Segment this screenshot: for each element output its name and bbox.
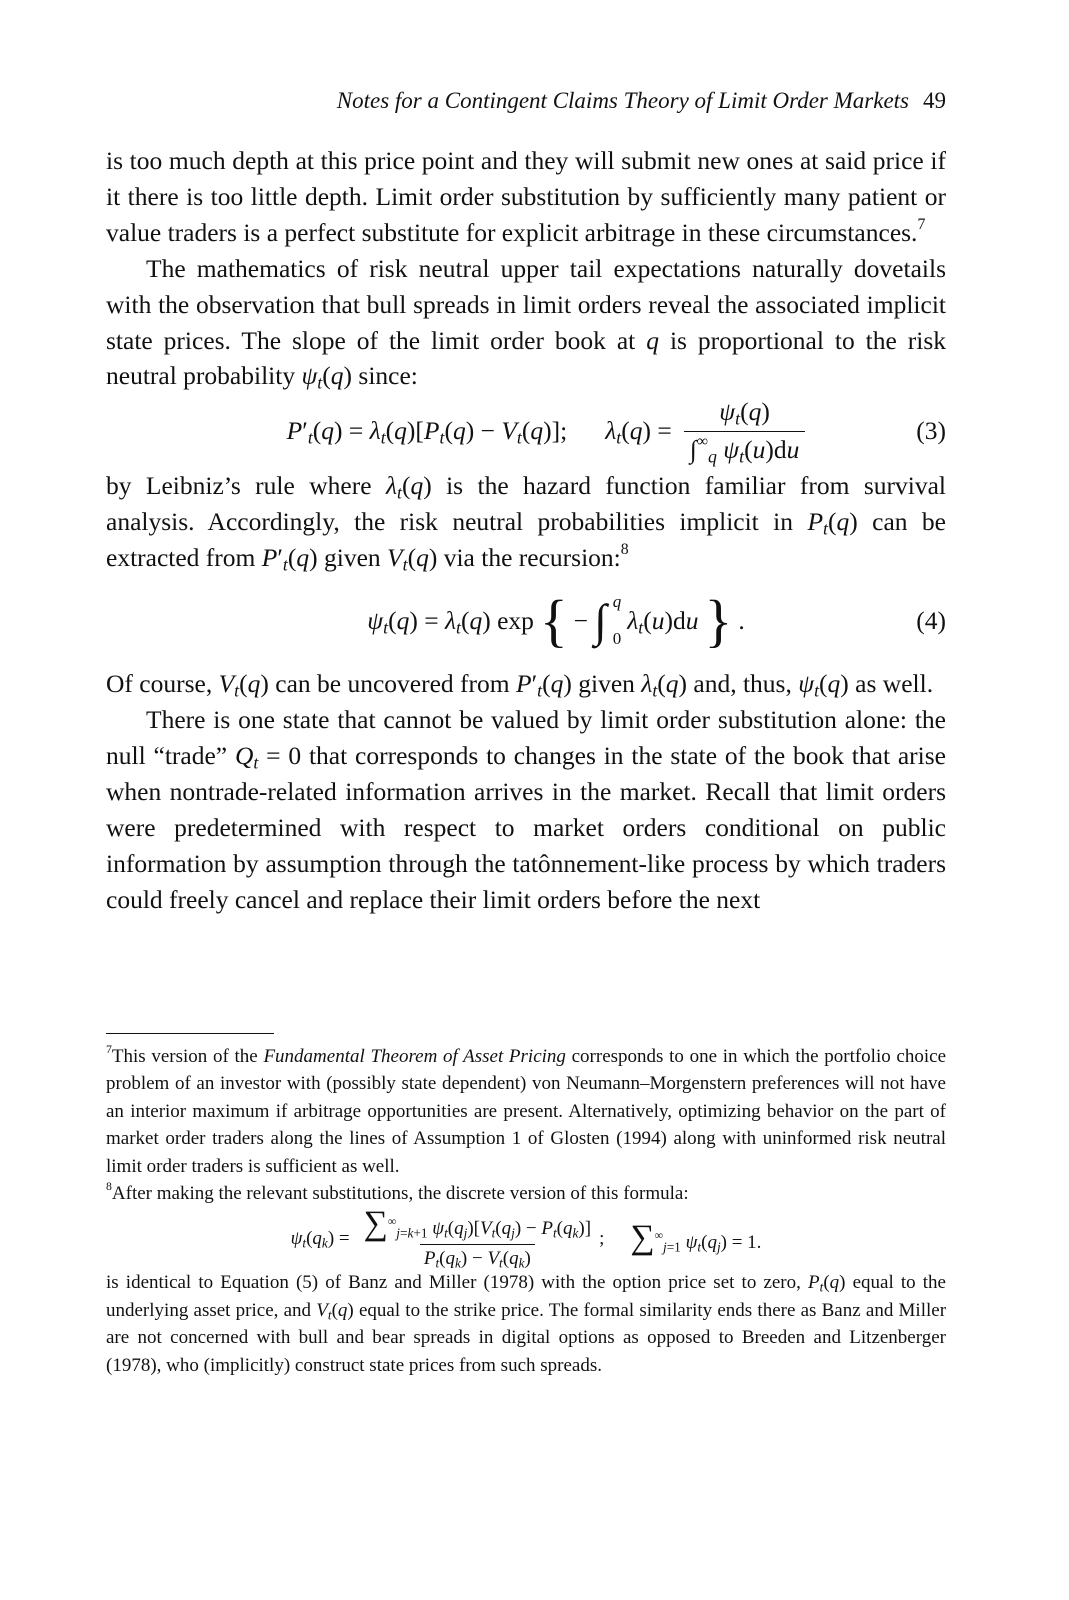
running-head [337, 88, 946, 114]
main-text [106, 143, 946, 917]
paragraph-1: is too much depth at this price point and they will submit new ones at said price if it there is too little depth. Limit order substitution by sufficiently many patient or value traders is a perfect substitute for explicit arbitrage in these circumstances.$^7$ [106, 146, 946, 247]
running-title: Notes for a Contingent Claims Theory of Limit Order Markets [336, 88, 909, 113]
footnote-8: $^8$After making the relevant substitutions, the discrete version of this formula: [106, 1180, 689, 1205]
footnotes [106, 1043, 946, 1379]
footnote-8-continued: is identical to Equation (5) of Banz and Miller (1978) with the option price set to zero, $P_t(q)$ equal to the underlying asset price, and $V_t(q)$ equal to the strike price. The formal similarity ends there as Banz and Miller are not concerned with bull and bear spreads in digital options as opposed to Breeden and Litzenberger (1978), who (implicitly) construct state prices from such spreads. [106, 1272, 947, 1376]
footnote-7: $^7$This version of the Fundamental Theorem of Asset Pricing corresponds to one in which the portfolio choice problem of an investor with (possibly state dependent) von Neumann–Morgenstern preferences will not have an interior maximum if arbitrage opportunities are present. Alternatively, optimizing behavior on the part of market order traders along the lines of Assumption 1 of Glosten (1994) along with uninformed risk neutral limit order traders is sufficient as well. [106, 1043, 947, 1177]
footnote-8-equation: $\psi_t(q_k)$ = $\frac{\sum^\infty_{j=k+1} \psi_t(q_j)[V_t(q_j) - P_t(q_k)]}{P_t(q_k) - V_t(q_k)}$ ; $\sum^\infty_{j=1}$ $\psi_t(q_j) = 1$. [290, 1204, 762, 1270]
equation-3: $P'_t(q) = \lambda_t(q)[P_t(q) - V_t(q)]$; $\lambda_t(q)$ = $\frac{\psi_t(q)}{\int^\infty_q \psi_t(u)du}$ (3) [286, 397, 946, 467]
footnote-ref-8[interactable]: 8 [620, 541, 629, 559]
paragraph-3: by Leibniz’s rule where $\lambda_t(q)$ is the hazard function familiar from survival analysis. Accordingly, the risk neutral probabilities implicit in $P_t(q)$ can be extracted from $P'_t(q)$ given $V_t(q)$ via the recursion:$^8$ [106, 471, 947, 575]
equation-4-number: (4) [916, 606, 946, 636]
equation-3-number: (3) [916, 416, 946, 446]
footnote-ref-7[interactable]: 7 [917, 215, 926, 233]
footnote-rule [106, 1033, 274, 1034]
equation-4: $\psi_t(q) = \lambda_t(q)$ exp { − ∫ q 0 $\lambda_t(u)du$ } . (4) [367, 588, 946, 654]
page-number: 49 [923, 88, 946, 113]
paragraph-5: There is one state that cannot be valued by limit order substitution alone: the null “trade” $Q_t = 0$ that corresponds to changes in the state of the book that arise when nontrade-related information arrives in the market. Recall that limit orders were predetermined with respect to market orders conditional on public information by assumption through the tatônnement-like process by which traders could freely cancel and replace their limit orders before the next [106, 704, 947, 914]
paragraph-4: Of course, $V_t(q)$ can be uncovered from $P'_t(q)$ given $\lambda_t(q)$ and, thus, $\psi_t(q)$ as well. [106, 669, 934, 701]
footnote-7-italic: Fundamental Theorem of Asset Pricing [263, 1046, 566, 1067]
paragraph-2: The mathematics of risk neutral upper tail expectations naturally dovetails with the observation that bull spreads in limit orders reveal the associated implicit state prices. The slope of the limit order book at q is proportional to the risk neutral probability $\psi_t(q)$ since: [106, 253, 947, 393]
